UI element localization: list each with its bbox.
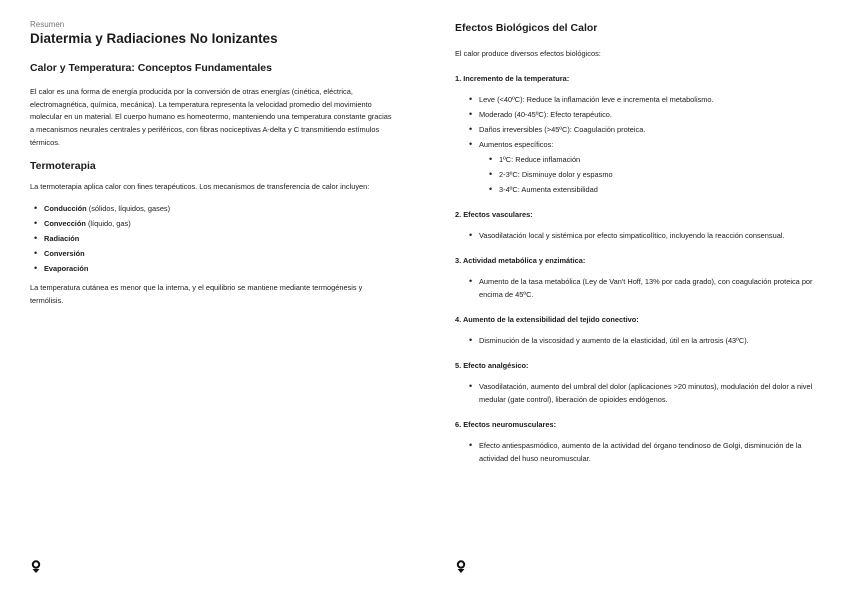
list-item: • Conversión xyxy=(34,246,394,261)
heat-transfer-list xyxy=(30,201,394,276)
list-item: • Daños irreversibles (>45ºC): Coagulación proteica. xyxy=(469,123,820,136)
list-item: • Aumento de la tasa metabólica (Ley de Van't Hoff, 13% por cada grado), con coagulación proteica por encima de 45ºC. xyxy=(469,275,820,301)
section-heading: 3. Actividad metabólica y enzimática: xyxy=(455,255,586,265)
section-incremento-temperatura xyxy=(455,73,820,196)
section-efecto-analgesico xyxy=(455,360,820,406)
section-efectos-vasculares xyxy=(455,209,820,242)
paragraph-termoterapia: La termoterapia aplica calor con fines terapéuticos. Los mecanismos de transferencia de calor incluyen: xyxy=(30,181,370,191)
document-eyebrow: Resumen xyxy=(30,20,65,29)
list-item: • Disminución de la viscosidad y aumento de la elasticidad, útil en la artrosis (43ºC). xyxy=(469,334,820,347)
section-actividad-metabolica xyxy=(455,255,820,301)
brand-logo-icon xyxy=(30,560,42,574)
list-item: • Vasodilatación, aumento del umbral del dolor (aplicaciones >20 minutos), modulación del dolor a nivel medular (gate control), liberación de opioides endógenos. xyxy=(469,380,820,406)
list-item: • Efecto antiespasmódico, aumento de la actividad del órgano tendinoso de Golgi, disminución de la actividad del huso neuromuscular. xyxy=(469,439,820,465)
section-heading: 5. Efecto analgésico: xyxy=(455,360,529,370)
section-extensibilidad xyxy=(455,314,820,347)
list-item: • Conducción (sólidos, líquidos, gases) xyxy=(34,201,394,216)
section-heading: 1. Incremento de la temperatura: xyxy=(455,73,570,83)
paragraph-intro: El calor produce diversos efectos biológicos: xyxy=(455,49,601,58)
list-item: • Aumentos específicos: • 1ºC: Reduce inflamación • 2-3ºC: Disminuye dolor y espasmo • 3-4ºC: Aumenta extensibilidad xyxy=(469,138,820,196)
list-item: • Radiación xyxy=(34,231,394,246)
brand-logo-icon xyxy=(455,560,467,574)
sub-list-item: • 1ºC: Reduce inflamación xyxy=(489,153,820,166)
list-item: • Convección (líquido, gas) xyxy=(34,216,394,231)
list-item: • Evaporación xyxy=(34,261,394,276)
document-title: Diatermia y Radiaciones No Ionizantes xyxy=(30,31,278,46)
sub-list-item: • 3-4ºC: Aumenta extensibilidad xyxy=(489,183,820,196)
list-item: • Vasodilatación local y sistémica por efecto simpaticolítico, incluyendo la reacción consensual. xyxy=(469,229,820,242)
section-efectos-neuromusculares xyxy=(455,419,820,465)
sub-list-item: • 2-3ºC: Disminuye dolor y espasmo xyxy=(489,168,820,181)
page-title-efectos-biologicos: Efectos Biológicos del Calor xyxy=(455,22,598,34)
section-heading: 2. Efectos vasculares: xyxy=(455,209,533,219)
section-heading: 4. Aumento de la extensibilidad del tejido conectivo: xyxy=(455,314,639,324)
right-page xyxy=(424,0,848,600)
paragraph-termogenesis: La temperatura cutánea es menor que la interna, y el equilibrio se mantiene mediante termogénesis y termólisis. xyxy=(30,283,363,305)
section-heading: 6. Efectos neuromusculares: xyxy=(455,419,557,429)
section-heading-termoterapia: Termoterapia xyxy=(30,159,96,172)
section-heading-calor-temperatura: Calor y Temperatura: Conceptos Fundamentales xyxy=(30,62,272,74)
list-item: • Leve (<40ºC): Reduce la inflamación leve e incrementa el metabolismo. xyxy=(469,93,820,106)
paragraph-calor-temperatura: El calor es una forma de energía producida por la conversión de otras energías (cinética, eléctrica, electromagnética, química, mecánica). La temperatura representa la velocidad promedio del movimiento molecular en un material. El cuerpo humano es homeotermo, manteniendo una temperatura constante gracias a mecanismos neurales centrales y periféricos, con fibras nociceptivas A-delta y C transmitiendo estímulos térmicos. xyxy=(30,87,392,147)
list-item: • Moderado (40-45ºC): Efecto terapéutico. xyxy=(469,108,820,121)
